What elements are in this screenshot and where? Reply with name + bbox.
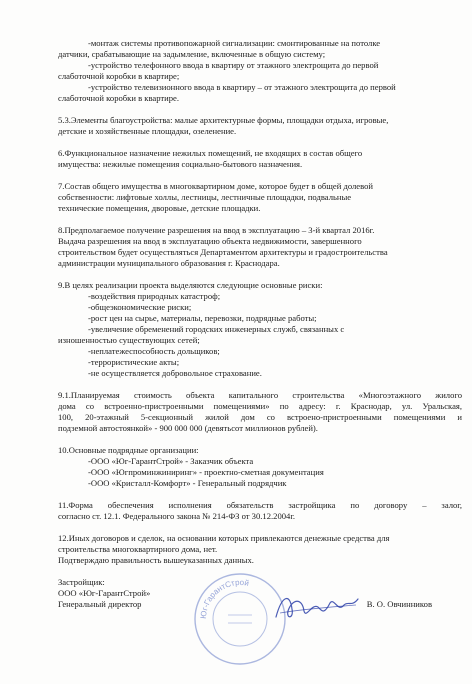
- text-line: администрации муниципального образования г. Краснодара.: [58, 258, 280, 268]
- risk-item: -неплатежеспособность дольщиков;: [88, 346, 220, 356]
- text-line: 6.Функциональное назначение нежилых помещений, не входящих в состав общего: [58, 148, 363, 158]
- text-line: строительством будет осуществляться Департаментом архитектуры и градостроительства: [58, 247, 388, 257]
- text-line: датчики, срабатывающие на задымление, включенные в общую систему;: [58, 49, 326, 59]
- section-8: [58, 225, 462, 269]
- text-line: имущества: нежилые помещения социально-бытового назначения.: [58, 159, 303, 169]
- contractor-item: -ООО «Юг-ГарантСтрой» - Заказчик объекта: [88, 456, 254, 466]
- text-line: слаботочной коробки в квартире.: [58, 93, 180, 103]
- text-line: детские и хозяйственные площадки, озеленение.: [58, 126, 237, 136]
- text-line: подземной автостоянкой» - 900 000 000 (девятьсот миллионов рублей).: [58, 423, 318, 433]
- section-12: [58, 533, 462, 566]
- section-title: 9.В целях реализации проекта выделяются следующие основные риски:: [58, 280, 323, 290]
- risk-item: -не осуществляется добровольное страхование.: [88, 368, 262, 378]
- risk-item: -общеэкономические риски;: [88, 302, 192, 312]
- signature-label: Застройщик:: [58, 577, 105, 587]
- text-line: собственности: лифтовые холлы, лестницы, лестничные площадки, подвальные: [58, 192, 352, 202]
- text-line: -монтаж системы противопожарной сигнализации: смонтированные на потолке: [88, 38, 381, 48]
- text-line: дома со встроенно-пристроенными помещениями» по адресу: г. Краснодар, ул. Уральская,: [58, 401, 462, 411]
- risk-item: -увеличение обременений городских инженерных служб, связанных с: [88, 324, 345, 334]
- section-7: [58, 181, 462, 214]
- section-10: [58, 445, 462, 489]
- section-title: 10.Основные подрядные организации:: [58, 445, 199, 455]
- text-line: 9.1.Планируемая стоимость объекта капитального строительства «Многоэтажного жилого: [58, 390, 462, 400]
- position-title: Генеральный директор: [58, 599, 142, 609]
- text-line: технические помещения, дворовые, детские площадки.: [58, 203, 261, 213]
- text-line: 11.Форма обеспечения исполнения обязательств застройщика по договору – залог,: [58, 500, 462, 510]
- text-line: Выдача разрешения на ввод в эксплуатацию объекта недвижимости, завершенного: [58, 236, 362, 246]
- text-line: Подтверждаю правильность вышеуказанных данных.: [58, 555, 254, 565]
- contractor-item: -ООО «Кристалл-Комфорт» - Генеральный подрядчик: [88, 478, 287, 488]
- text-line: 100, 20-этажный 5-секционный жилой дом со встроено-пристроенными помещениями и: [58, 412, 462, 422]
- risk-item: -террористические акты;: [88, 357, 180, 367]
- equipment-list: [58, 38, 462, 104]
- svg-text:Юг-ГарантСтрой: [199, 578, 250, 619]
- signer-name: В. О. Овчинников: [366, 599, 432, 609]
- text-line: 12.Иных договоров и сделок, на основании которых привлекаются денежные средства для: [58, 533, 390, 543]
- contractor-item: -ООО «Югпроминжиниринг» - проектно-сметная документация: [88, 467, 324, 477]
- section-11: [58, 500, 462, 522]
- risk-item: -рост цен на сырье, материалы, перевозки, подрядные работы;: [88, 313, 317, 323]
- text-line: согласно ст. 12.1. Федерального закона № 214-ФЗ от 30.12.2004г.: [58, 511, 296, 521]
- section-5-3: [58, 115, 462, 137]
- handwritten-signature-icon: [272, 589, 362, 625]
- text-line: 5.3.Элементы благоустройства: малые архитектурные формы, площадки отдыха, игровые,: [58, 115, 389, 125]
- text-line: -устройство телевизионного ввода в квартиру – от этажного электрощита до первой: [88, 82, 396, 92]
- stamp-text: Юг-ГарантСтрой: [198, 577, 250, 620]
- text-line: 8.Предполагаемое получение разрешения на ввод в эксплуатацию – 3-й квартал 2016г.: [58, 225, 375, 235]
- section-6: [58, 148, 462, 170]
- text-line: изношенностью существующих сетей;: [58, 335, 200, 345]
- section-9-1: [58, 390, 462, 434]
- text-line: слаботочной коробки в квартире;: [58, 71, 180, 81]
- text-line: строительства многоквартирного дома, нет.: [58, 544, 218, 554]
- company-name: ООО «Юг-ГарантСтрой»: [58, 588, 151, 598]
- text-line: 7.Состав общего имущества в многоквартирном доме, которое будет в общей долевой: [58, 181, 374, 191]
- risk-item: -воздействия природных катастроф;: [88, 291, 221, 301]
- section-9: [58, 280, 462, 379]
- text-line: -устройство телефонного ввода в квартиру от этажного электрощита до первой: [88, 60, 379, 70]
